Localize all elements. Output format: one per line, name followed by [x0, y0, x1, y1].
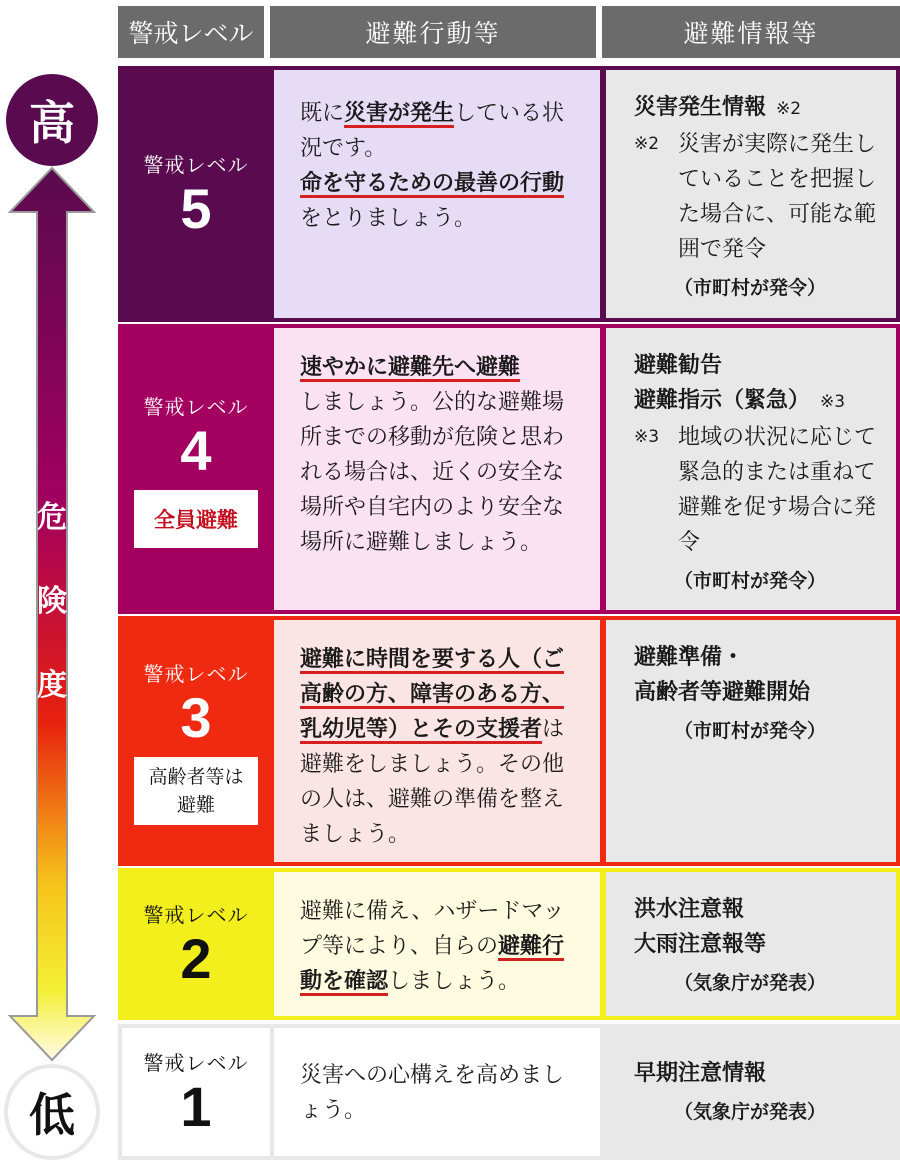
info-title: 避難指示（緊急） ※3 [634, 388, 846, 413]
info-issuer: （気象庁が発表） [674, 972, 827, 994]
action-highlight: 避難に時間を要する人（ご高齢の方、障害のある方、乳幼児等）とその支援者 [300, 647, 565, 742]
danger-char: 険 [37, 584, 67, 619]
info-issuer: （市町村が発令） [674, 277, 827, 299]
level-3-badge: 高齢者等は避難 [134, 757, 258, 825]
level-number: 1 [180, 1074, 212, 1138]
action-text: は避難をしましょう。その他の人は、避難の準備を整えましょう。 [300, 717, 565, 847]
level-label: 警戒レベル [143, 661, 249, 686]
level-2-info [606, 872, 896, 1016]
level-5-row [118, 66, 900, 322]
level-number: 2 [180, 926, 212, 990]
level-number: 5 [180, 176, 212, 240]
level-4-row [118, 324, 900, 614]
danger-char: 危 [37, 500, 67, 535]
level-label: 警戒レベル [143, 1050, 249, 1075]
action-text: しましょう。公的な避難場所までの移動が危険と思われる場合は、近くの安全な場所や自宅内のより安全な場所に避難しましょう。 [300, 390, 565, 555]
level-1-cell [122, 1028, 270, 1156]
danger-char: 度 [37, 668, 67, 703]
level-3-cell [122, 620, 270, 862]
action-highlight: 避難行動を確認 [300, 934, 565, 994]
info-title: 避難準備・ [634, 645, 745, 670]
info-issuer: （市町村が発令） [674, 570, 827, 592]
info-title: 高齢者等避難開始 [634, 680, 811, 705]
level-4-action [274, 328, 600, 610]
level-label: 警戒レベル [143, 152, 249, 177]
info-title: 早期注意情報 [634, 1061, 767, 1086]
level-label: 警戒レベル [143, 902, 249, 927]
level-1-info [606, 1028, 896, 1156]
high-marker: 高 [6, 74, 98, 166]
level-number: 3 [180, 685, 212, 749]
level-3-info [606, 620, 896, 862]
low-marker: 低 [4, 1064, 100, 1160]
level-3-row [118, 616, 900, 866]
action-highlight: 命を守るための最善の行動 [300, 171, 565, 196]
level-3-action [274, 620, 600, 862]
info-issuer: （気象庁が発表） [674, 1101, 827, 1123]
info-title: 災害発生情報 ※2 [634, 95, 802, 120]
action-text: 避難に備え、ハザードマップ等により、自らの [300, 899, 565, 959]
action-highlight: 災害が発生 [344, 101, 455, 126]
level-4-cell [122, 328, 270, 610]
level-5-info [606, 70, 896, 318]
info-issuer: （市町村が発令） [674, 720, 827, 742]
action-text: をとりましょう。 [300, 206, 477, 231]
action-text: しましょう。 [388, 969, 521, 994]
action-text: 災害への心構えを高めましょう。 [300, 1063, 565, 1123]
info-title: 大雨注意報等 [634, 932, 767, 957]
info-note: ※2 災害が実際に発生していることを把握した場合に、可能な範囲で発令 [634, 132, 877, 262]
level-5-action [274, 70, 600, 318]
level-1-row [118, 1024, 900, 1160]
level-4-badge: 全員避難 [134, 490, 258, 548]
action-text: 既に [300, 101, 345, 126]
level-4-info [606, 328, 896, 610]
action-text: している状況です。 [300, 101, 565, 161]
info-title: 避難勧告 [634, 353, 723, 378]
level-1-action [274, 1028, 600, 1156]
level-2-cell [122, 872, 270, 1016]
level-number: 4 [180, 418, 212, 482]
level-5-cell [122, 70, 270, 318]
info-note: ※3 地域の状況に応じて緊急的または重ねて避難を促す場合に発令 [634, 425, 877, 555]
level-label: 警戒レベル [143, 394, 249, 419]
header-info: 避難情報等 [602, 6, 900, 58]
level-2-row [118, 868, 900, 1020]
header-level: 警戒レベル [118, 6, 264, 58]
info-title: 洪水注意報 [634, 897, 745, 922]
header-action: 避難行動等 [270, 6, 596, 58]
level-2-action [274, 872, 600, 1016]
action-highlight: 速やかに避難先へ避難 [300, 355, 521, 380]
